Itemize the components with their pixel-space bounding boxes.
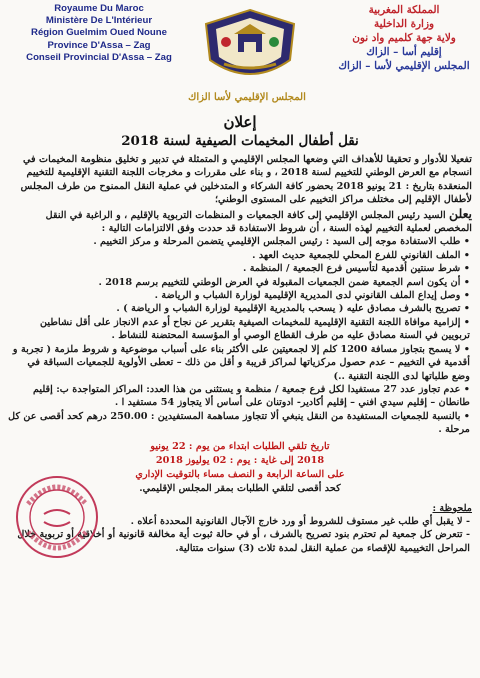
condition-text: بالنسبة للجمعيات المستفيدة من النقل ينبغي ألا تتجاوز مساهمة المستفيدين : 250.00 درهم كحد أقصى عن كل مرحلة .: [8, 410, 470, 436]
condition-text: وصل إيداع الملف القانوني لدى المديرية الإقليمية لوزارة الشباب و الرياضة .: [154, 290, 461, 302]
ar-line-2: وزارة الداخلية: [374, 18, 434, 30]
fr-line-4: Province D'Assa – Zag: [47, 39, 151, 51]
condition-text: الملف القانوني للفرع المحلي للجمعية حديث العهد .: [252, 249, 461, 261]
letterhead: [0, 0, 480, 108]
condition-text: عدم تجاوز عدد 27 مستفيدا لكل فرع جمعية / منظمة و يستثنى من هذا العدد: المراكز المتواجدة ب: إقليم طانطان – إقليم سيدي افني – إقليم أكادير- ادوتنان على أساس ألا يتجاوز 54 مستفيد ا .: [32, 383, 470, 409]
condition-text: أن يكون اسم الجمعية ضمن الجمعيات المقبولة في العرض الوطني للتخييم برسم 2018 .: [98, 276, 461, 288]
condition-item: • عدم تجاوز عدد 27 مستفيدا لكل فرع جمعية / منظمة و يستثنى من هذا العدد: المراكز المتواجدة ب: إقليم طانطان – إقليم سيدي افني – إقليم أكادير- ادوتنان على أساس ألا يتجاوز 54 مستفيد ا .: [32, 383, 470, 409]
deadline-line: تاريخ تلقي الطلبات ابتداء من يوم : 22 يونيو: [150, 440, 330, 452]
intro-paragraph: تفعيلا للأدوار و تحقيقا للأهداف التي وضعها المجلس الإقليمي و المتمثلة في تدبير و تخليق منظومة المخيمات في انسجام مع العرض الوطني للتخييم لسنة 2018 ، و بناء على مقررات و مخرجات اللجنة التقنية الإقليمية للتخييم المنعقدة بتاريخ : 21 يونيو 2018 بحضور كافة الشركاء و المتدخلين في عملية النقل الممنوح من طرف المجلس لأطفال الإقليم إلى مختلف مراكز التخييم على المستوى الوطني؛: [20, 154, 472, 206]
announce-lead: يعلن: [449, 205, 472, 221]
note-item: - تتعرض كل جمعية لم تحترم بنود تصريح بالشرف ، أو في حالة ثبوت أية مخالفة قانونية أو أخلاقية أو تربوية خلال المراحل التخييمية للإقصاء من عملية النقل لمدة ثلاث (3) سنوات متتالية.: [17, 529, 470, 554]
condition-item: • وصل إيداع الملف القانوني لدى المديرية الإقليمية لوزارة الشباب و الرياضة .: [154, 290, 470, 302]
fr-line-1: Royaume Du Maroc: [54, 3, 144, 14]
ar-line-1: المملكة المغربية: [368, 4, 440, 16]
fr-line-5: Conseil Provincial D'Assa – Zag: [26, 51, 172, 63]
condition-text: إلزامية موافاة اللجنة التقنية الإقليمية للمخيمات الصيفية بتقرير عن نجاح أو عدم الانجاز على أقل نشاطين تربويين في السنة مصادق عليه من طرف القطاع الوصي أو المؤسسة المحتضنة للنشاط .: [40, 316, 470, 342]
condition-text: تصريح بالشرف مصادق عليه ( يسحب بالمديرية الإقليمية لوزارة الشباب و الرياضة ) .: [116, 303, 461, 315]
doc-subtitle: نقل أطفال المخيمات الصيفية لسنة 2018: [121, 133, 359, 149]
council-emblem-icon: [194, 6, 306, 96]
ar-line-5: المجلس الإقليمي لأسا – الزاك: [338, 60, 470, 72]
french-letterhead: [10, 3, 188, 64]
fr-line-3: Région Guelmim Oued Noune: [31, 27, 167, 39]
doc-title: إعلان: [223, 113, 257, 131]
condition-text: طلب الاستفادة موجه إلى السيد : رئيس المجلس الإقليمي يتضمن المرحلة و مركز التخييم .: [93, 236, 461, 248]
condition-item: • أن يكون اسم الجمعية ضمن الجمعيات المقبولة في العرض الوطني للتخييم برسم 2018 .: [98, 276, 470, 288]
ar-line-4: إقليم أسا – الزاك: [366, 46, 442, 58]
condition-item: • الملف القانوني للفرع المحلي للجمعية حديث العهد .: [252, 249, 470, 261]
condition-item: • بالنسبة للجمعيات المستفيدة من النقل ينبغي ألا تتجاوز مساهمة المستفيدين : 250.00 درهم كحد أقصى عن كل مرحلة .: [8, 410, 470, 436]
emblem-caption: المجلس الإقليمي لأسا الزاك: [188, 92, 306, 103]
official-stamp-icon: [14, 474, 100, 560]
note-item: - لا يقبل أي طلب غير مستوف للشروط أو ورد خارج الآجال القانونية المحددة أعلاه .: [130, 515, 470, 527]
condition-item: • شرط سنتين أقدمية لتأسيس فرع الجمعية / المنظمة .: [242, 263, 470, 275]
condition-text: شرط سنتين أقدمية لتأسيس فرع الجمعية / المنظمة .: [242, 263, 461, 275]
condition-text: لا يسمح بتجاوز مسافة 1200 كلم إلا لجمعيتين على الأكثر بناء على أسباب موضوعية و شروط ملزمة ( تجربة و أقدمية في التخييم – عدم حصول مركزياتها لمراكز قريبة و أقل من ذلك – تعطى الأولوية للجمعيات السباقة في وضع طلباتها لدى اللجنة التقنية ..): [12, 343, 470, 382]
ar-line-3: ولاية جهة كلميم واد نون: [352, 32, 456, 44]
fr-line-2: Ministère De L'Intérieur: [45, 15, 153, 27]
notes-heading: ملحوظة :: [432, 502, 472, 514]
condition-item: • طلب الاستفادة موجه إلى السيد : رئيس المجلس الإقليمي يتضمن المرحلة و مركز التخييم .: [93, 236, 470, 248]
deadline-line: على الساعة الرابعة و النصف مساء بالتوقيت الإداري: [135, 468, 345, 480]
announce-text: السيد رئيس المجلس الإقليمي إلى كافة الجمعيات و المنظمات التربوية بالإقليم ، و الراغبة في النقل المخصص لعملية التخييم لهذه السنة ، أن شروط الاستفادة قد حددت وفق الالتزامات التالية :: [45, 209, 472, 235]
deadline-line: 2018 إلى غاية : يوم : 02 يوليوز 2018: [155, 454, 325, 466]
deadline-line: كحد أقصى لتلقي الطلبات بمقر المجلس الإقليمي.: [139, 482, 341, 494]
announce-paragraph: [8, 207, 472, 236]
condition-item: • تصريح بالشرف مصادق عليه ( يسحب بالمديرية الإقليمية لوزارة الشباب و الرياضة ) .: [116, 303, 470, 315]
condition-item: • لا يسمح بتجاوز مسافة 1200 كلم إلا لجمعيتين على الأكثر بناء على أسباب موضوعية و شروط ملزمة ( تجربة و أقدمية في التخييم – عدم حصول مركزياتها لمراكز قريبة و أقل من ذلك – تعطى الأولوية للجمعيات السباقة في وضع طلباتها لدى اللجنة التقنية ..): [12, 343, 470, 382]
condition-item: • إلزامية موافاة اللجنة التقنية الإقليمية للمخيمات الصيفية بتقرير عن نجاح أو عدم الانجاز على أقل نشاطين تربويين في السنة مصادق عليه من طرف القطاع الوصي أو المؤسسة المحتضنة للنشاط .: [40, 316, 470, 342]
arabic-letterhead: [334, 3, 474, 73]
